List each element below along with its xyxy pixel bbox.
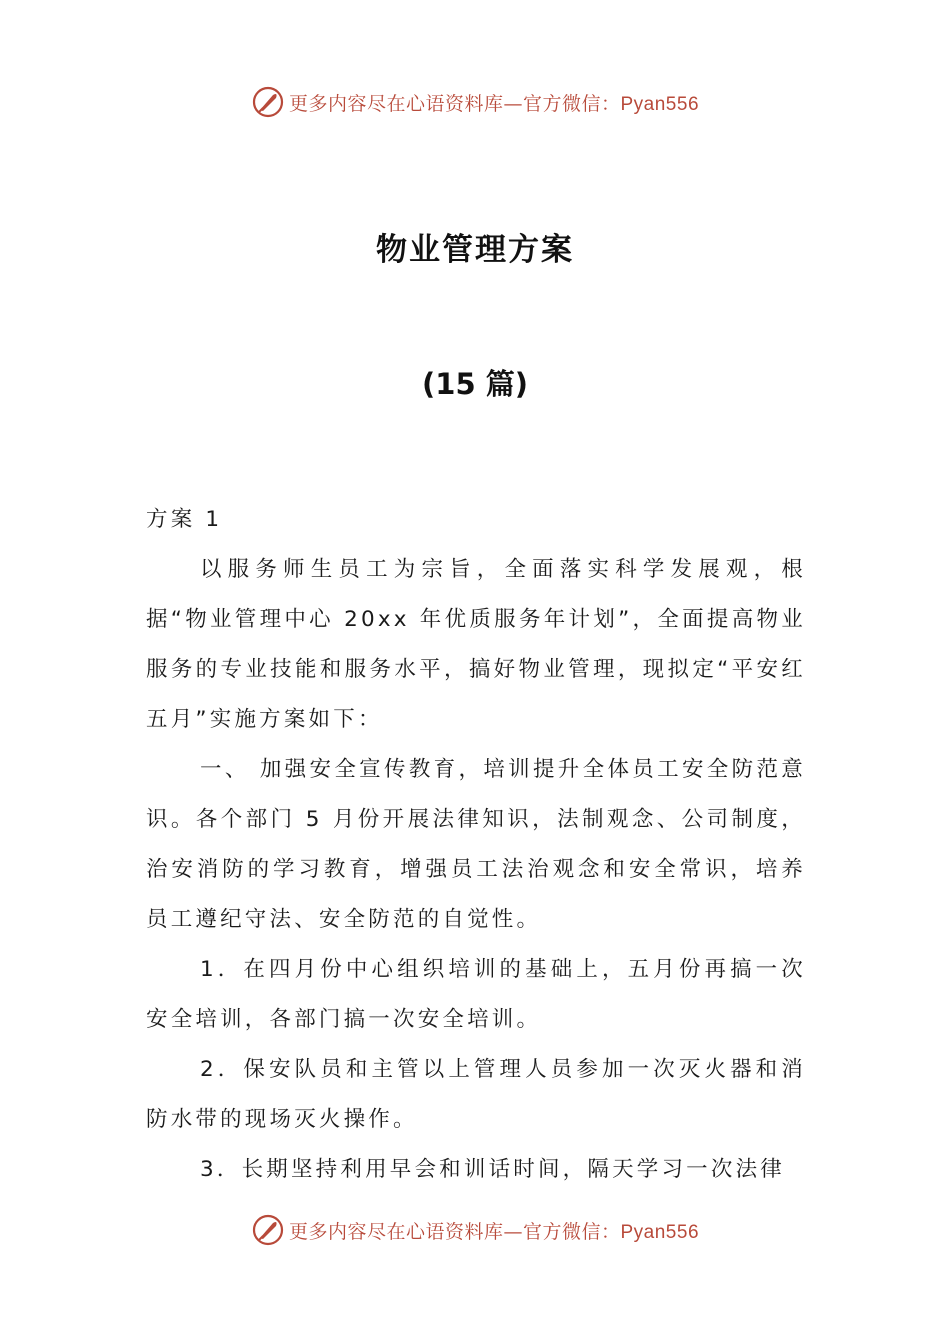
wechat-id: Pyan556 [620,93,700,115]
paragraph: 一、 加强安全宣传教育，培训提升全体员工安全防范意识。各个部门 5 月份开展法律知识，法制观念、公司制度，治安消防的学习教育，增强员工法治观念和安全常识，培养员工遵纪守法、安全防范的自觉性。 [146,757,806,932]
document-title: 物业管理方案 [376,232,574,268]
paragraph: 3．长期坚持利用早会和训话时间，隔天学习一次法律 [200,1157,785,1182]
watermark-banner-top [0,82,950,122]
paragraph: 1．在四月份中心组织培训的基础上，五月份再搞一次安全培训，各部门搞一次安全培训。 [146,957,806,1032]
watermark-banner-bottom [0,1210,950,1250]
feather-pen-icon [251,85,285,119]
paragraph: 以服务师生员工为宗旨，全面落实科学发展观，根据“物业管理中心 20xx 年优质服务年计划”，全面提高物业服务的专业技能和服务水平，搞好物业管理，现拟定“平安红五月”实施方案如下： [146,557,806,732]
section-heading: 方案 1 [146,507,223,532]
feather-pen-icon [251,1213,285,1247]
wechat-id: Pyan556 [620,1221,700,1243]
watermark-text: 更多内容尽在心语资料库—官方微信：Pyan556 [288,92,700,115]
document-subtitle: (15 篇) [422,367,528,401]
paragraph: 2．保安队员和主管以上管理人员参加一次灭火器和消防水带的现场灭火操作。 [146,1057,806,1132]
document-body [146,495,806,1195]
watermark-text: 更多内容尽在心语资料库—官方微信：Pyan556 [288,1220,700,1243]
